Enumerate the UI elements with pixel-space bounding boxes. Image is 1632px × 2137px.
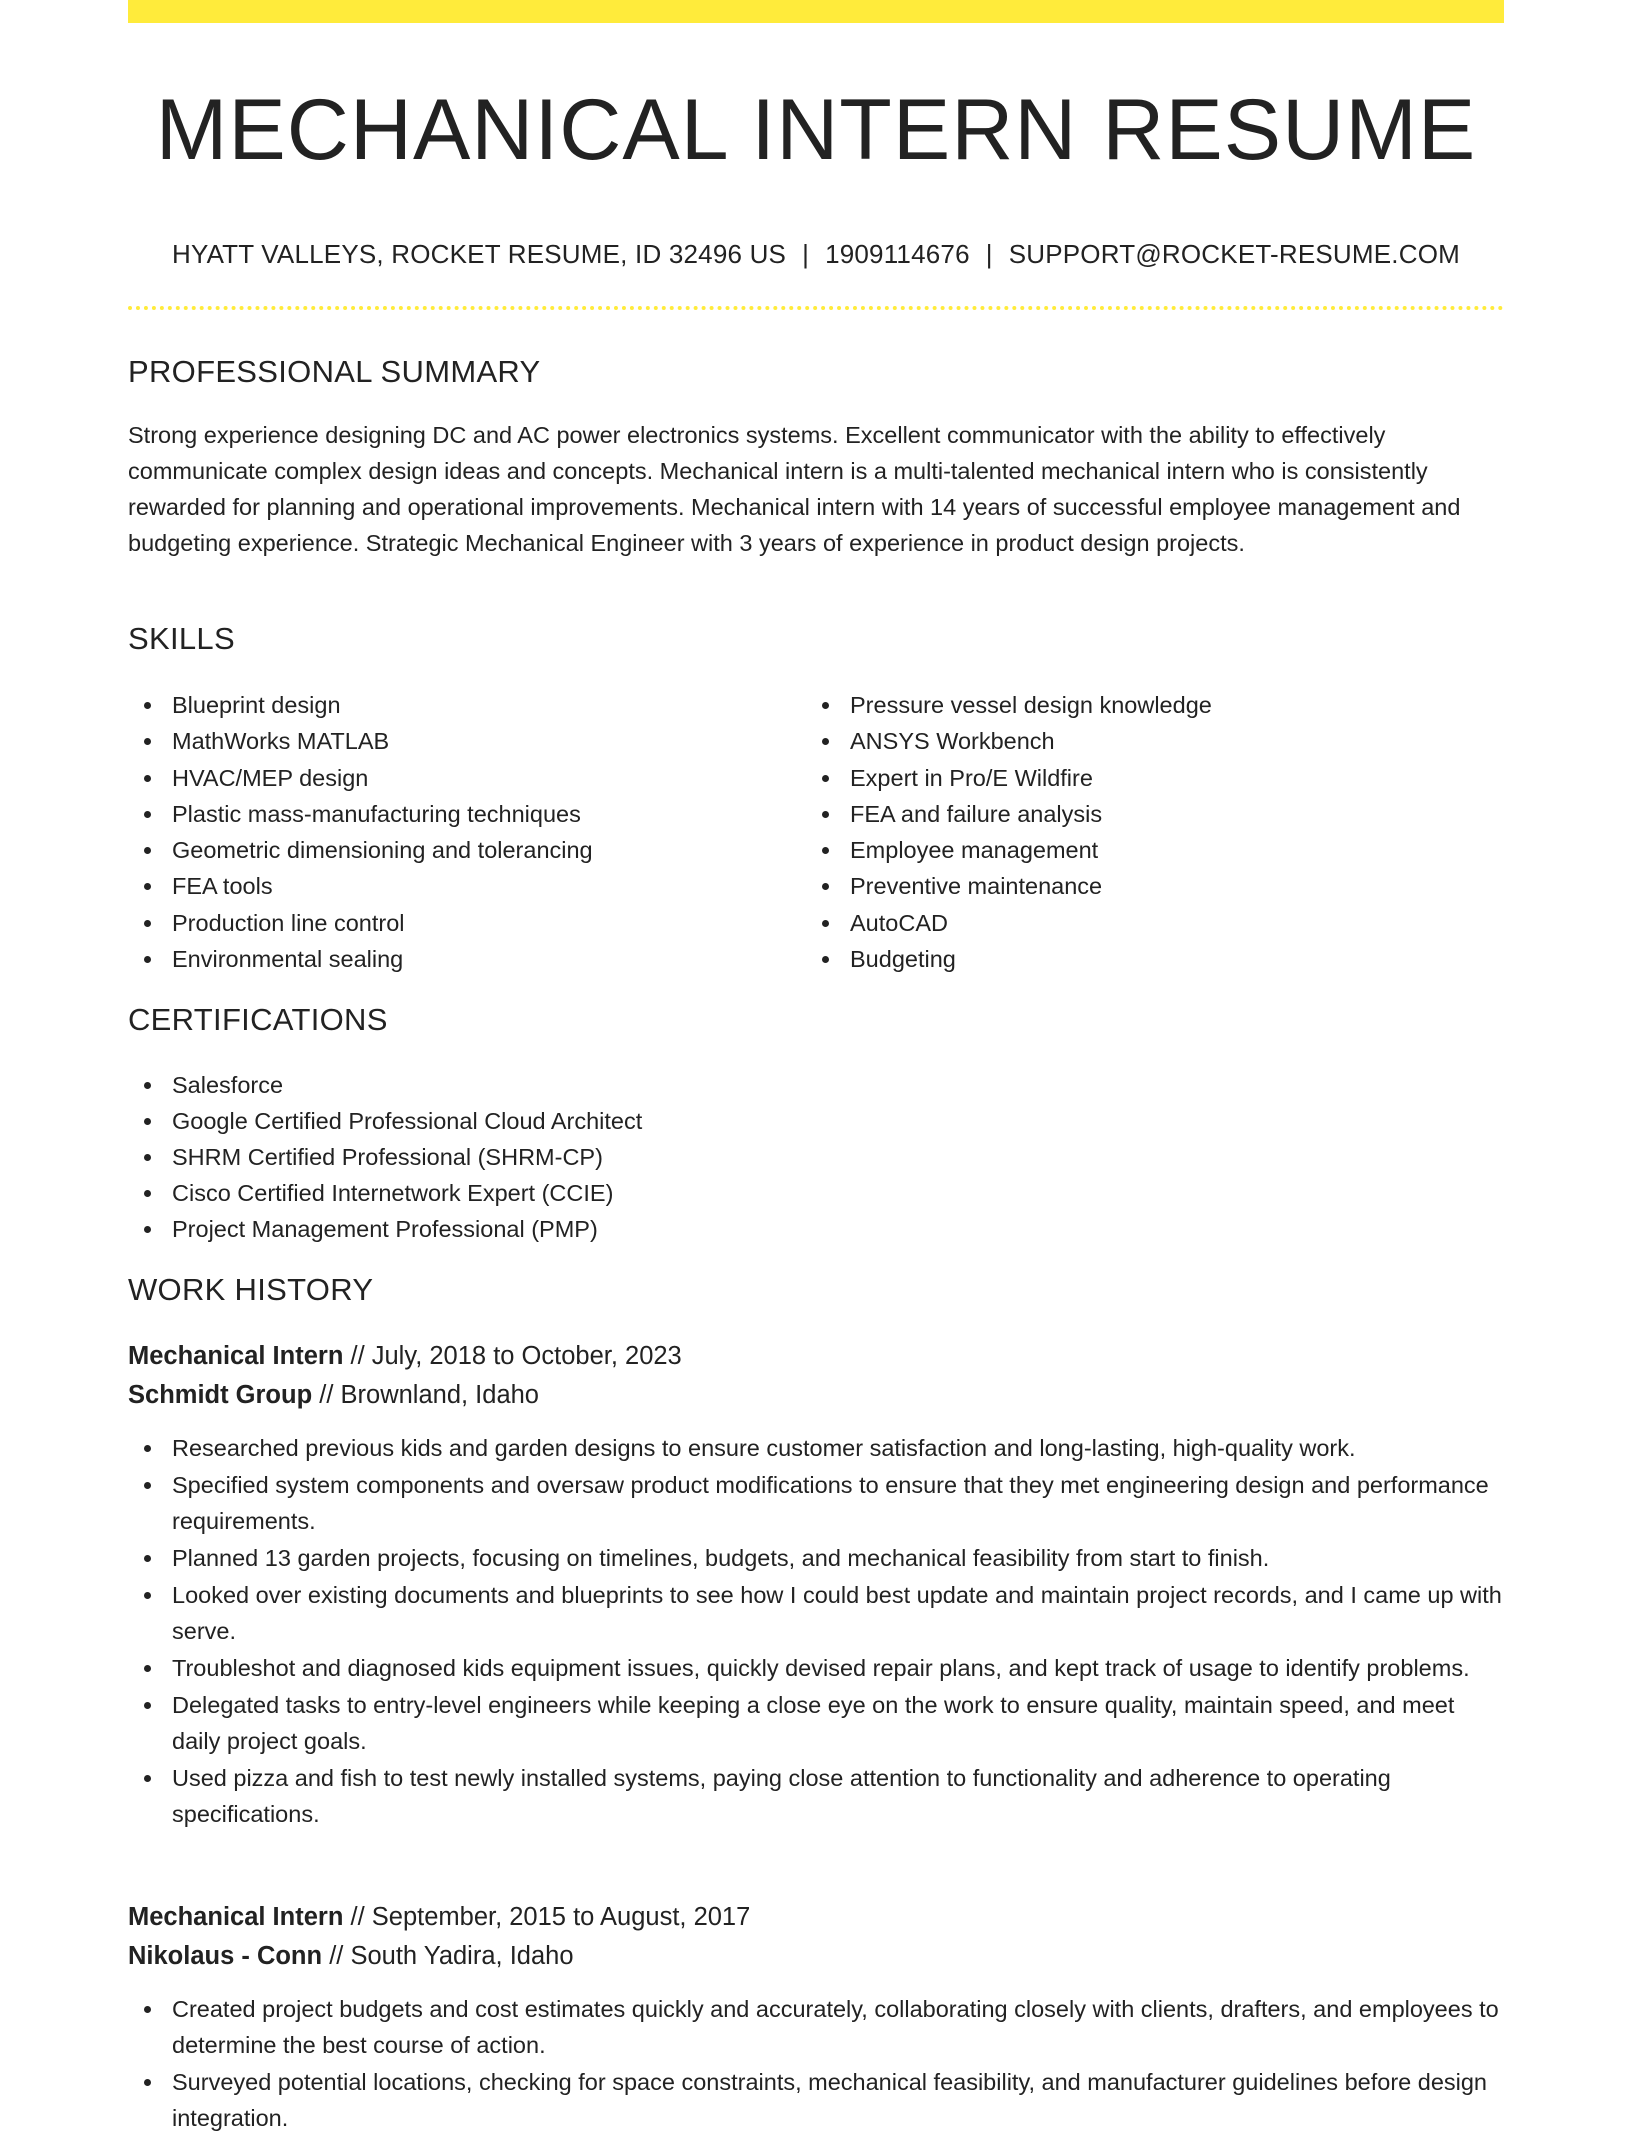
job-dates: // September, 2015 to August, 2017 bbox=[350, 1903, 751, 1931]
resume-title: MECHANICAL INTERN RESUME bbox=[155, 82, 1477, 178]
skills-heading: SKILLS bbox=[128, 621, 235, 656]
job-company: Schmidt Group bbox=[128, 1381, 313, 1409]
job-bullet: Specified system components and oversaw product modifications to ensure that they met engineering design and performance requirements. bbox=[128, 1467, 1504, 1539]
certification-item: Project Management Professional (PMP) bbox=[128, 1211, 642, 1247]
job-bullet: Planned 13 garden projects, focusing on timelines, budgets, and mechanical feasibility from start to finish. bbox=[128, 1540, 1504, 1576]
job-bullet: Troubleshot and diagnosed kids equipment issues, quickly devised repair plans, and kept track of usage to identify problems. bbox=[128, 1650, 1504, 1686]
job-location: // South Yadira, Idaho bbox=[329, 1942, 574, 1970]
job-bullet: Delegated tasks to entry-level engineers while keeping a close eye on the work to ensure quality, maintain speed, and meet daily project goals. bbox=[128, 1687, 1504, 1759]
skills-list-right bbox=[806, 687, 1504, 977]
job-title-line bbox=[128, 1898, 750, 1936]
skill-item: HVAC/MEP design bbox=[128, 760, 788, 796]
job-bullet: Surveyed potential locations, checking for space constraints, mechanical feasibility, and manufacturer guidelines before design integration. bbox=[128, 2064, 1504, 2136]
skill-item: Blueprint design bbox=[128, 687, 788, 723]
skill-item: ANSYS Workbench bbox=[806, 723, 1504, 759]
contact-line bbox=[128, 236, 1504, 272]
certification-item: SHRM Certified Professional (SHRM-CP) bbox=[128, 1139, 642, 1175]
job-bullet: Used pizza and fish to test newly installed systems, paying close attention to functionality and adherence to operating specifications. bbox=[128, 1760, 1504, 1832]
skill-item: FEA and failure analysis bbox=[806, 796, 1504, 832]
skill-item: Employee management bbox=[806, 832, 1504, 868]
phone: 1909114676 bbox=[825, 239, 970, 269]
skill-item: AutoCAD bbox=[806, 905, 1504, 941]
job-bullet: Looked over existing documents and blueprints to see how I could best update and maintain project records, and I came up with serve. bbox=[128, 1577, 1504, 1649]
skill-item: Plastic mass-manufacturing techniques bbox=[128, 796, 788, 832]
skill-item: MathWorks MATLAB bbox=[128, 723, 788, 759]
contact-separator: | bbox=[985, 239, 993, 269]
job-bullet-list bbox=[128, 1430, 1504, 1833]
job-role: Mechanical Intern bbox=[128, 1903, 344, 1931]
job-role: Mechanical Intern bbox=[128, 1342, 344, 1370]
skills-list-left bbox=[128, 687, 788, 977]
address: HYATT VALLEYS, ROCKET RESUME, ID 32496 US bbox=[171, 239, 787, 269]
skill-item: Geometric dimensioning and tolerancing bbox=[128, 832, 788, 868]
skill-item: Pressure vessel design knowledge bbox=[806, 687, 1504, 723]
skill-item: Preventive maintenance bbox=[806, 868, 1504, 904]
summary-text: Strong experience designing DC and AC power electronics systems. Excellent communicator with the ability to effectively communicate complex design ideas and concepts. Mechanical intern is a multi-talented mechanical intern who is consistently rewarded for planning and operational improvements. Mechanical intern with 14 years of successful employee management and budgeting experience. Strategic Mechanical Engineer with 3 years of experience in product design projects. bbox=[128, 422, 1461, 556]
job-bullet-list bbox=[128, 1991, 1504, 2137]
job-title-line bbox=[128, 1337, 682, 1375]
work-history-heading: WORK HISTORY bbox=[128, 1272, 374, 1307]
certification-item: Cisco Certified Internetwork Expert (CCIE) bbox=[128, 1175, 642, 1211]
job-dates: // July, 2018 to October, 2023 bbox=[350, 1342, 682, 1370]
certifications-list bbox=[128, 1067, 642, 1247]
job-bullet: Researched previous kids and garden designs to ensure customer satisfaction and long-lasting, high-quality work. bbox=[128, 1430, 1504, 1466]
job-company-line bbox=[128, 1937, 574, 1975]
summary-heading: PROFESSIONAL SUMMARY bbox=[128, 354, 541, 389]
dotted-divider bbox=[128, 306, 1504, 310]
certifications-heading: CERTIFICATIONS bbox=[128, 1002, 388, 1037]
certification-item: Salesforce bbox=[128, 1067, 642, 1103]
certification-item: Google Certified Professional Cloud Architect bbox=[128, 1103, 642, 1139]
job-company-line bbox=[128, 1376, 539, 1414]
skill-item: FEA tools bbox=[128, 868, 788, 904]
contact-separator: | bbox=[802, 239, 810, 269]
email: SUPPORT@ROCKET-RESUME.COM bbox=[1008, 239, 1460, 269]
skill-item: Environmental sealing bbox=[128, 941, 788, 977]
skill-item: Production line control bbox=[128, 905, 788, 941]
skill-item: Budgeting bbox=[806, 941, 1504, 977]
top-accent-bar bbox=[128, 0, 1504, 23]
job-location: // Brownland, Idaho bbox=[319, 1381, 539, 1409]
job-company: Nikolaus - Conn bbox=[128, 1942, 323, 1970]
skill-item: Expert in Pro/E Wildfire bbox=[806, 760, 1504, 796]
job-bullet: Created project budgets and cost estimates quickly and accurately, collaborating closely with clients, drafters, and employees to determine the best course of action. bbox=[128, 1991, 1504, 2063]
